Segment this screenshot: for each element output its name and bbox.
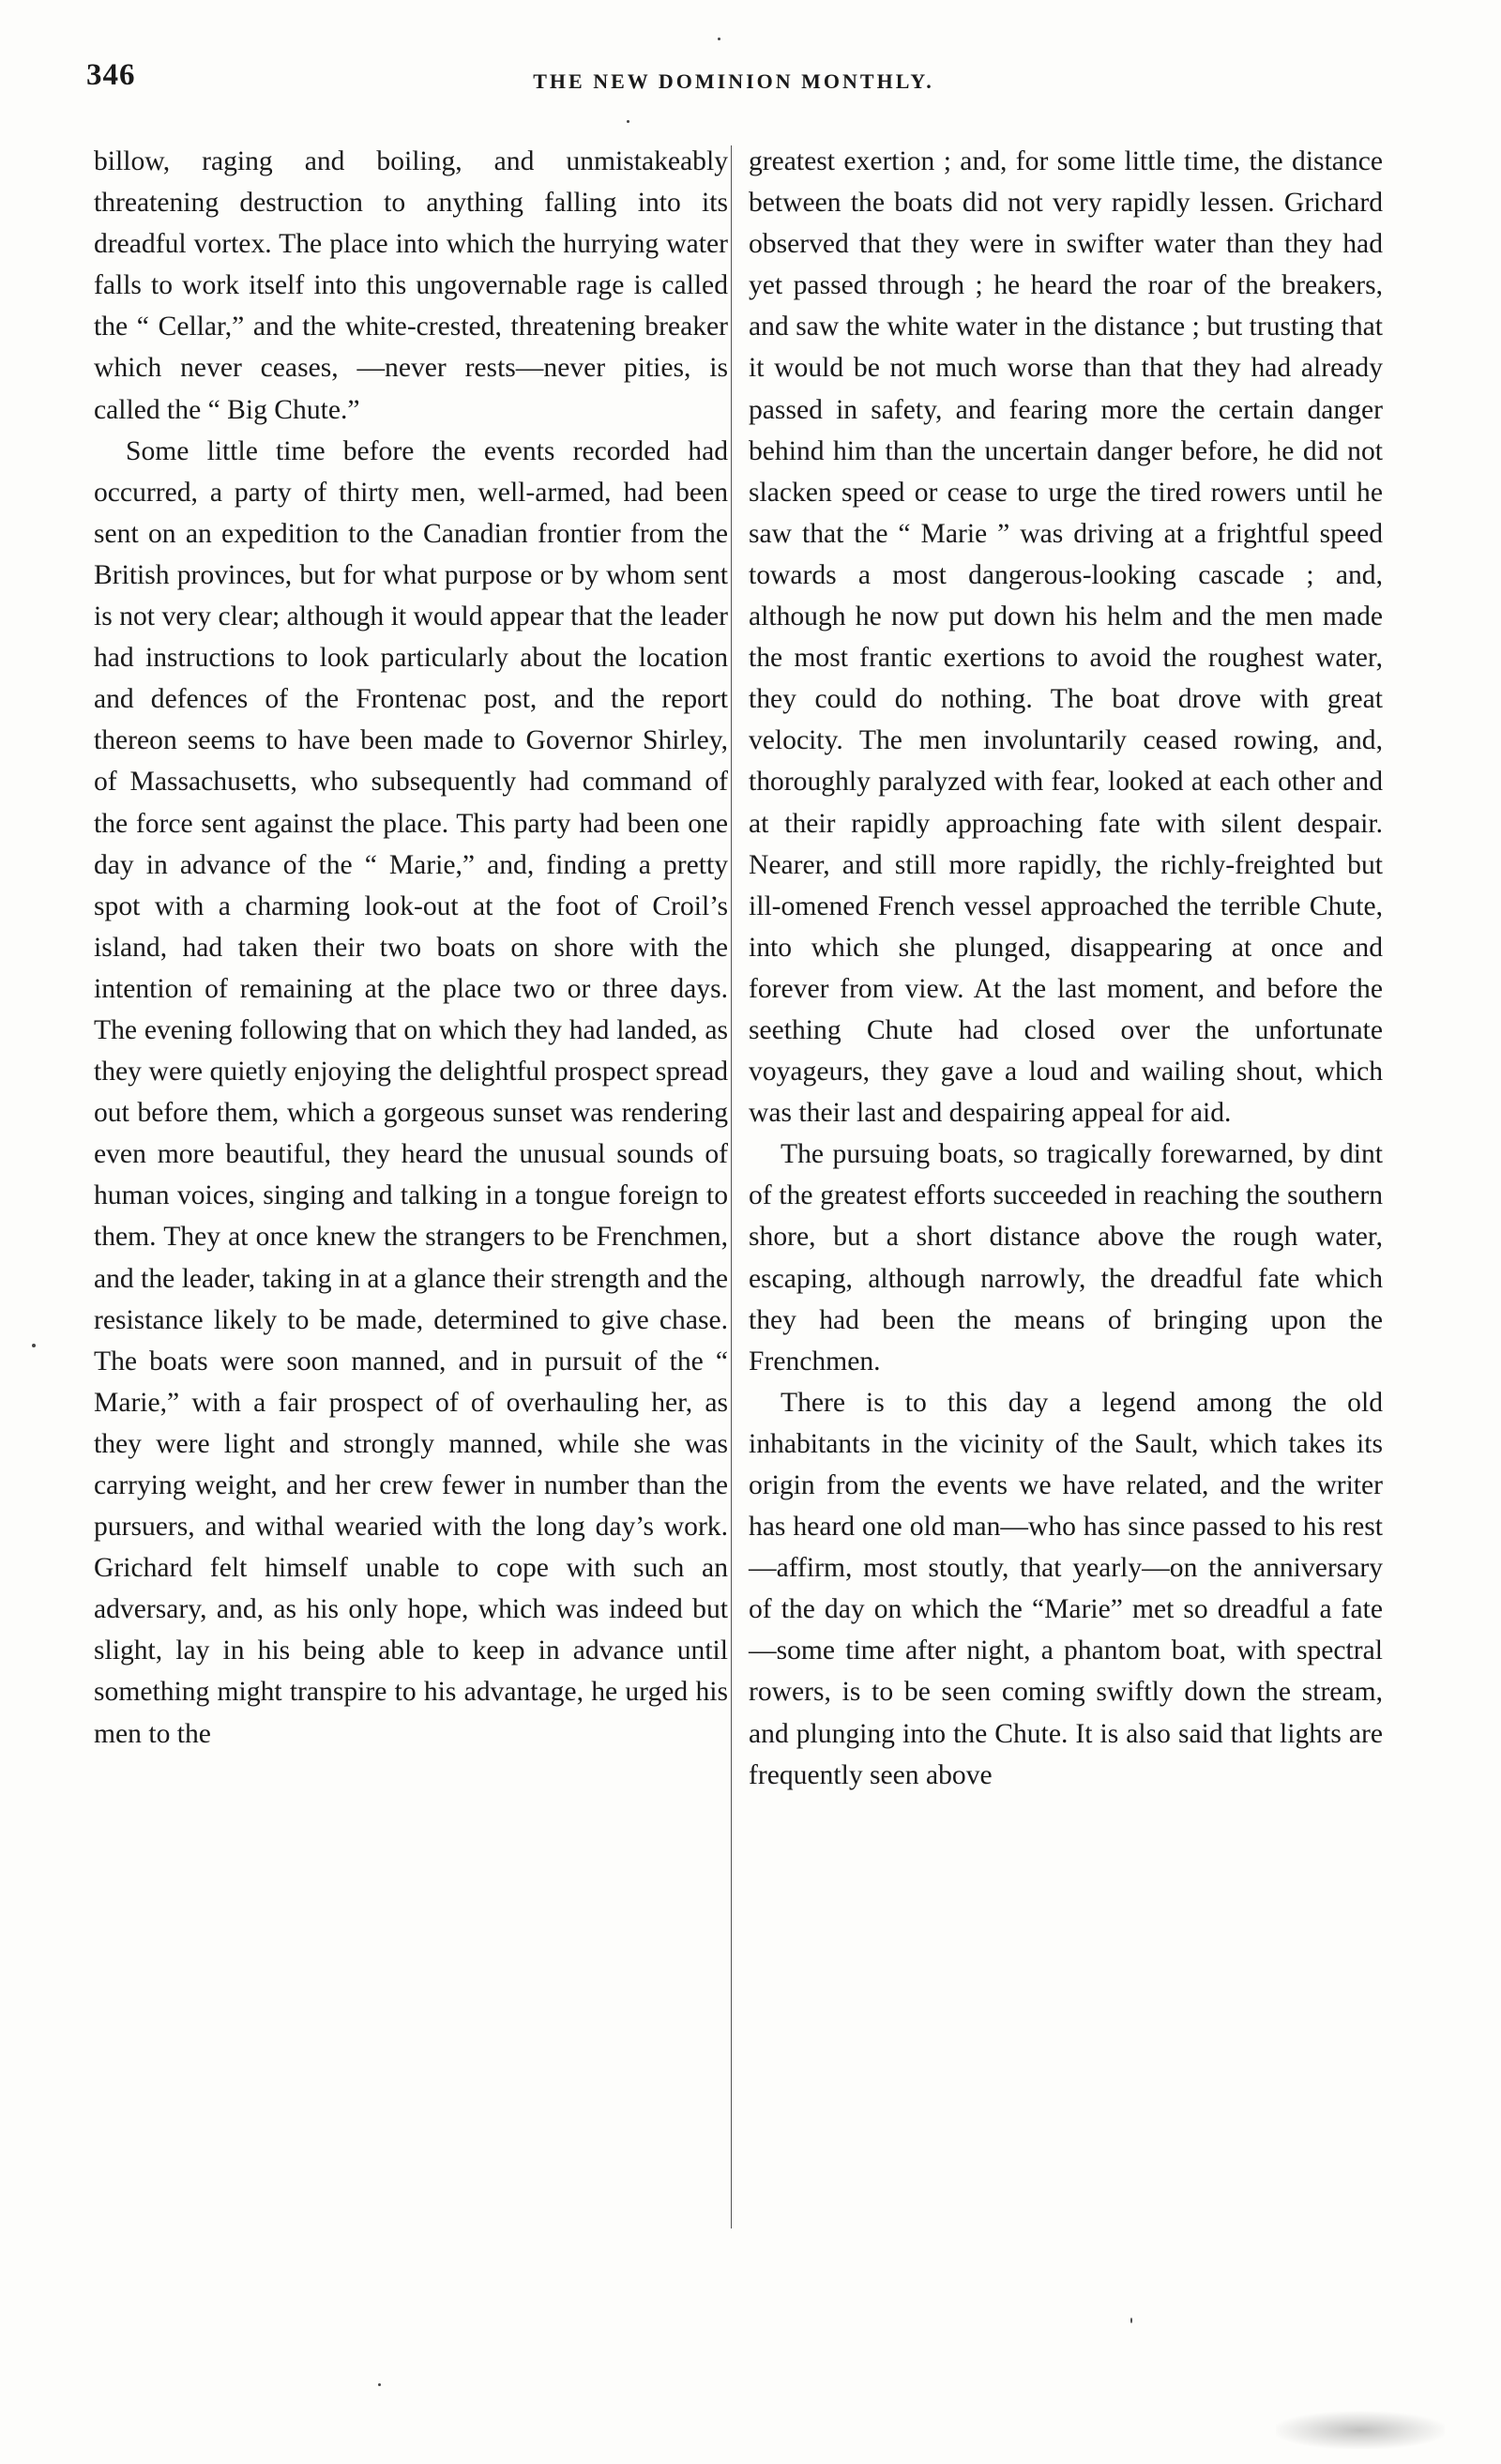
paragraph: There is to this day a legend among the old inhabitants in the vicinity of the Sault, which takes its origin from the events we have related, and the writer has heard one old man—who has since passed to his rest —affirm, most stoutly, that yearly—on the anniversary of the day on which the “Marie” met so dreadful a fate—some time after night, a phantom boat, with spectral rowers, is to be seen coming swiftly down the stream, and plunging into the Chute. It is also said that lights are frequently seen above bbox=[749, 1387, 1383, 1790]
paragraph: Some little time before the events recorded had occurred, a party of thirty men, well-armed, had been sent on an expedition to the Canadian frontier from the British provinces, but for what purpose or by whom sent is not very clear; although it would appear that the leader had instructions to look particularly about the location and defences of the Frontenac post, and the report thereon seems to have been made to Governor Shirley, of Massachusetts, who subsequently had command of the force sent against the place. This party had been one day in advance of the “ Marie,” and, finding a pretty spot with a charming look-out at the foot of Croil’s island, had taken their two boats on shore with the intention of remaining at the place two or three days. The evening following that on which they had landed, as they were quietly enjoying the delightful prospect spread out before them, which a gorgeous sunset was rendering even more beautiful, they heard the unusual sounds of human voices, singing and talking in a tongue foreign to them. They at once knew the strangers to be Frenchmen, and the leader, taking in at a glance their strength and the resistance likely to be made, determined to give chase. The boats were soon manned, and in pursuit of the “ Marie,” with a fair prospect of of overhauling her, as they were light and strongly manned, while she was carrying weight, and her crew fewer in number than the pursuers, and withal wearied with the long day’s work. Grichard felt himself unable to cope with such an adversary, and, as his only hope, which was indeed but slight, lay in his being able to keep in advance until something might transpire to his advantage, he urged his men to the bbox=[94, 435, 728, 1749]
scan-speck bbox=[627, 120, 629, 123]
paragraph: greatest exertion ; and, for some little time, the distance between the boats did not very rapidly lessen. Grichard observed that they were in swifter water than they had yet passed through ; he heard the roar of the breakers, and saw the white water in the distance ; but trusting that it would be not much worse than that they had already passed in safety, and fearing more the certain danger behind him than the uncertain danger before, he did not slacken speed or cease to urge the tired rowers until he saw that the “ Marie ” was driving at a frightful speed towards a most dangerous-looking cascade ; and, although he now put down his helm and the men made the most frantic exertions to avoid the roughest water, they could do nothing. The boat drove with great velocity. The men involuntarily ceased rowing, and, thoroughly paralyzed with fear, looked at each other and at their rapidly approaching fate with silent despair. Nearer, and still more rapidly, the richly-freighted but ill-omened French vessel approached the terrible Chute, into which she plunged, disappearing at once and forever from view. At the last moment, and before the seething Chute had closed over the unfortunate voyageurs, they gave a loud and wailing shout, which was their last and despairing appeal for aid. bbox=[749, 146, 1383, 1129]
scan-speck bbox=[378, 2383, 381, 2386]
scan-speck bbox=[32, 1344, 36, 1347]
scan-speck bbox=[718, 38, 720, 40]
page-header bbox=[86, 58, 1381, 105]
left-column bbox=[94, 141, 728, 1755]
paragraph: The pursuing boats, so tragically forewarned, by dint of the greatest efforts succeeded in reaching the southern shore, but a short distance above the rough water, escaping, although narrowly, the dreadful fate which they had been the means of bringing upon the Frenchmen. bbox=[749, 1139, 1383, 1376]
scan-speck bbox=[1130, 2318, 1132, 2323]
column-divider bbox=[731, 145, 732, 2228]
page-number: 346 bbox=[86, 58, 136, 92]
right-column bbox=[749, 141, 1383, 1796]
running-title: THE NEW DOMINION MONTHLY. bbox=[533, 69, 934, 93]
paragraph: billow, raging and boiling, and unmistakeably threatening destruction to anything falling into its dreadful vortex. The place into which the hurrying water falls to work itself into this ungovernable rage is called the “ Cellar,” and the white-crested, threatening breaker which never ceases, —never rests—never pities, is called the “ Big Chute.” bbox=[94, 146, 728, 425]
scan-smudge bbox=[1276, 2411, 1445, 2449]
